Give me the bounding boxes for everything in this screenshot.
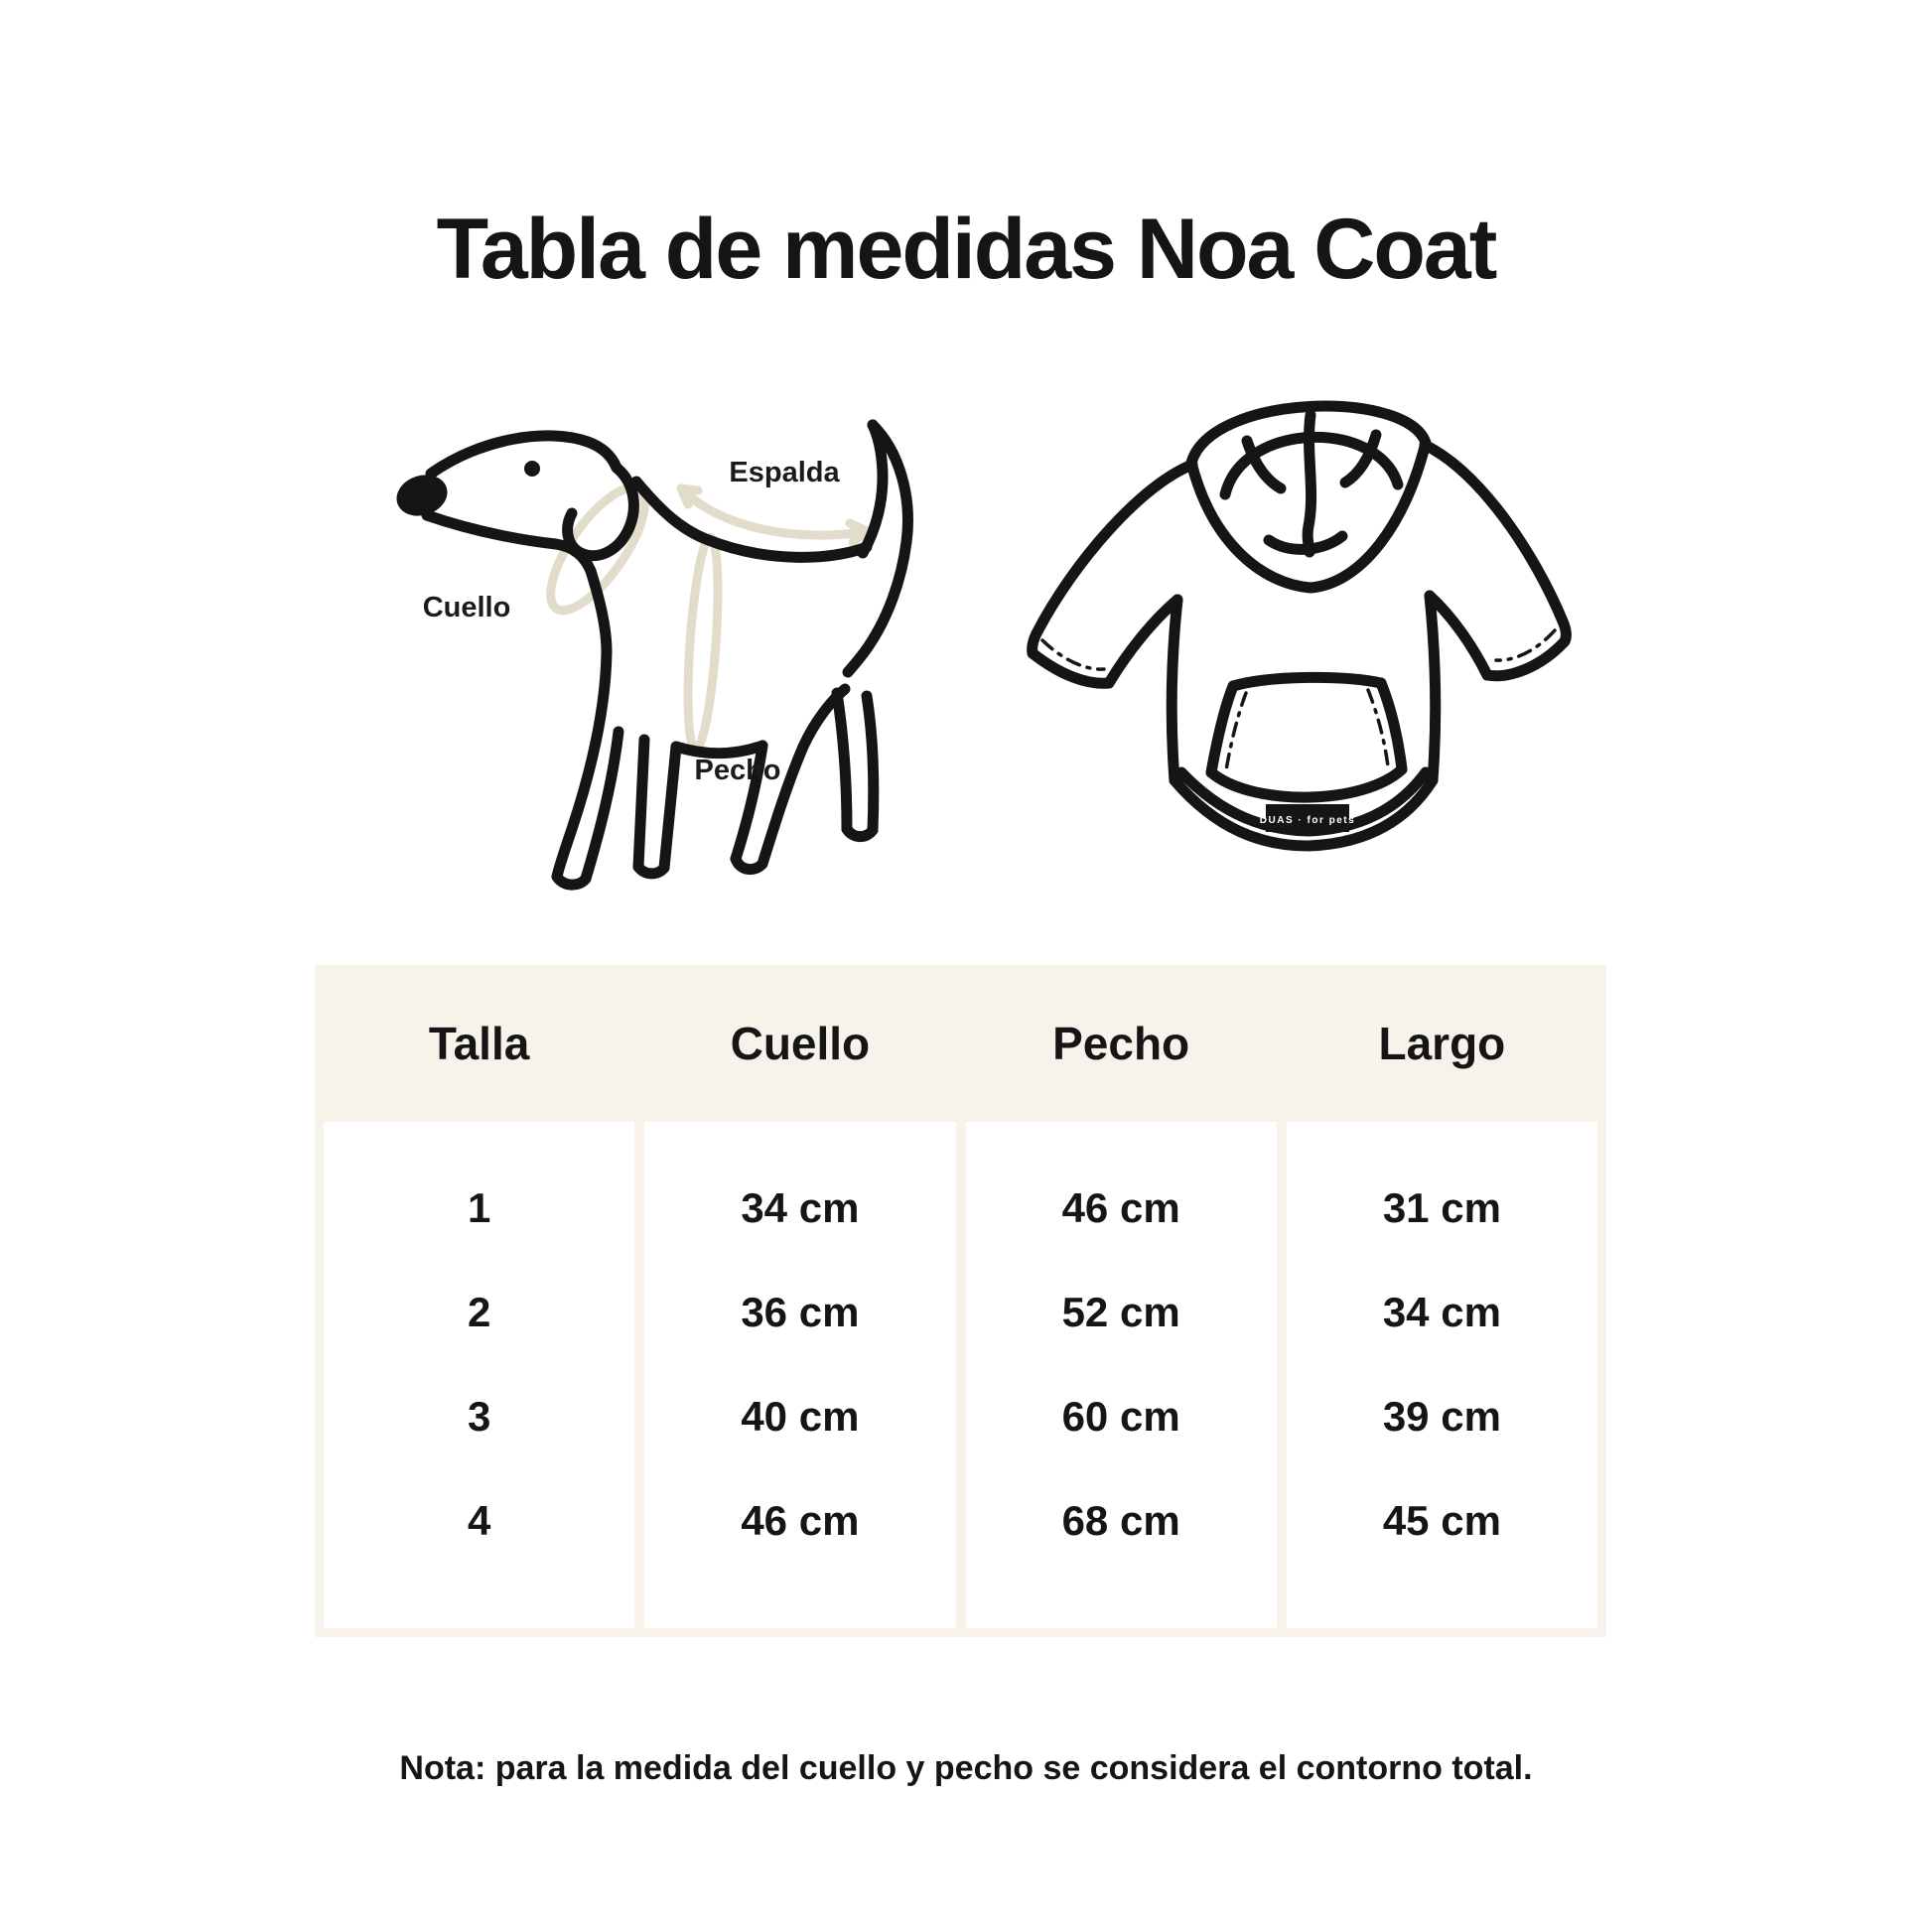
- cell-cuello-4: 46 cm: [741, 1496, 860, 1544]
- hoodie-diagram: [1013, 377, 1598, 918]
- table-column-pecho: [966, 1122, 1277, 1628]
- cell-cuello-1: 34 cm: [741, 1183, 860, 1231]
- cell-talla-1: 1: [467, 1183, 491, 1231]
- label-cuello: Cuello: [422, 592, 511, 623]
- table-column-talla: [324, 1122, 634, 1628]
- chest-measure-line: [683, 536, 724, 750]
- size-table: [315, 965, 1606, 1637]
- footer-note: Nota: para la medida del cuello y pecho se considera el contorno total.: [399, 1749, 1533, 1787]
- dog-measure-lines: [534, 475, 867, 751]
- dog-diagram: [387, 412, 963, 908]
- cell-cuello-3: 40 cm: [741, 1392, 860, 1440]
- column-header-talla: Talla: [428, 1018, 530, 1069]
- cell-talla-4: 4: [467, 1496, 491, 1544]
- cell-largo-2: 34 cm: [1382, 1288, 1501, 1335]
- brand-tag-label: DUAS · for pets: [1259, 815, 1356, 826]
- column-header-largo: Largo: [1378, 1018, 1506, 1069]
- cell-talla-2: 2: [467, 1288, 491, 1335]
- back-measure-arrow: [684, 491, 863, 535]
- dog-eye: [524, 461, 540, 477]
- size-table-body: [315, 1122, 1606, 1628]
- table-column-largo: [1287, 1122, 1597, 1628]
- cell-largo-4: 45 cm: [1382, 1496, 1501, 1544]
- column-header-pecho: Pecho: [1052, 1018, 1190, 1069]
- cell-largo-1: 31 cm: [1382, 1183, 1501, 1231]
- table-column-cuello: [644, 1122, 955, 1628]
- cell-cuello-2: 36 cm: [741, 1288, 860, 1335]
- cell-pecho-1: 46 cm: [1061, 1183, 1180, 1231]
- cell-pecho-4: 68 cm: [1061, 1496, 1180, 1544]
- cell-talla-3: 3: [467, 1392, 491, 1440]
- label-espalda: Espalda: [729, 457, 840, 488]
- dog-outline: [391, 425, 907, 885]
- column-header-cuello: Cuello: [730, 1018, 871, 1069]
- cell-pecho-2: 52 cm: [1061, 1288, 1180, 1335]
- size-table-header: [315, 965, 1606, 1122]
- label-pecho: Pecho: [694, 755, 781, 786]
- page-title: Tabla de medidas Noa Coat: [436, 201, 1496, 297]
- cell-pecho-3: 60 cm: [1061, 1392, 1180, 1440]
- hoodie-outline: [1033, 406, 1567, 846]
- cell-largo-3: 39 cm: [1382, 1392, 1501, 1440]
